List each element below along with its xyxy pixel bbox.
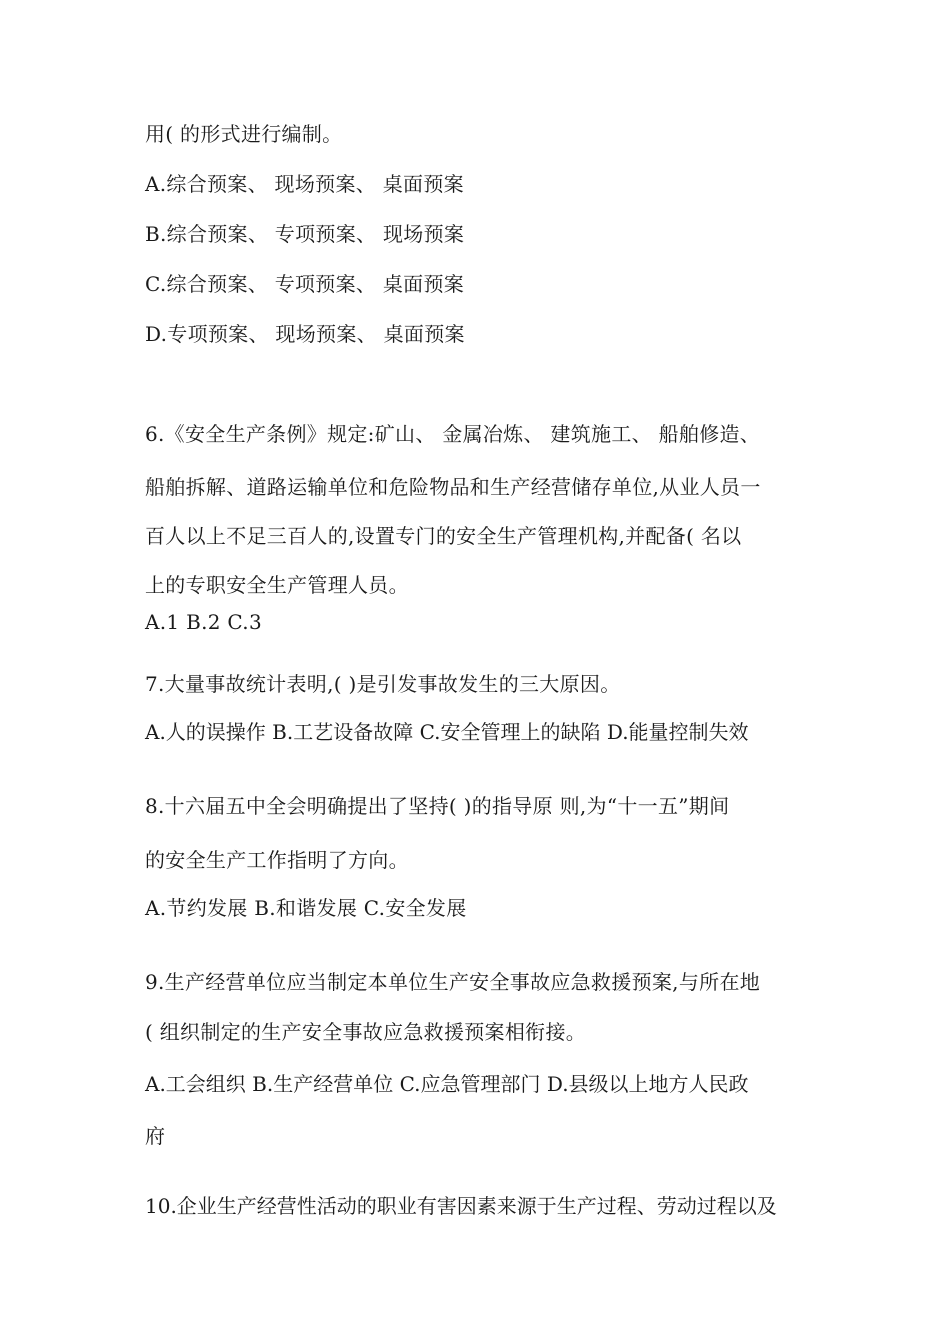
q5-stem-tail: 用( 的形式进行编制。 — [145, 122, 343, 146]
q9-options-line-2: 府 — [145, 1124, 166, 1148]
q5-option-a: A.综合预案、 现场预案、 桌面预案 — [145, 172, 464, 196]
q5-option-c: C.综合预案、 专项预案、 桌面预案 — [145, 272, 465, 296]
q6-options: A.1 B.2 C.3 — [145, 610, 262, 634]
q6-stem-line-4: 上的专职安全生产管理人员。 — [145, 573, 409, 597]
q8-options: A.节约发展 B.和谐发展 C.安全发展 — [145, 896, 467, 920]
q10-stem-line-1: 10.企业生产经营性活动的职业有害因素来源于生产过程、劳动过程以及 — [145, 1194, 777, 1218]
q9-options-line-1: A.工会组织 B.生产经营单位 C.应急管理部门 D.县级以上地方人民政 — [145, 1072, 749, 1096]
q8-stem-line-2: 的安全生产工作指明了方向。 — [145, 848, 409, 872]
q8-stem-line-1: 8.十六届五中全会明确提出了坚持( )的指导原 则,为“十一五”期间 — [145, 794, 730, 818]
q9-stem-line-1: 9.生产经营单位应当制定本单位生产安全事故应急救援预案,与所在地 — [145, 970, 761, 994]
q6-stem-line-1: 6.《安全生产条例》规定:矿山、 金属冶炼、 建筑施工、 船舶修造、 — [145, 422, 761, 446]
q9-stem-line-2: ( 组织制定的生产安全事故应急救援预案相衔接。 — [145, 1020, 587, 1044]
q6-stem-line-2: 船舶拆解、道路运输单位和危险物品和生产经营储存单位,从业人员一 — [145, 475, 761, 499]
q5-option-b: B.综合预案、 专项预案、 现场预案 — [145, 222, 465, 246]
q6-stem-line-3: 百人以上不足三百人的,设置专门的安全生产管理机构,并配备( 名以 — [145, 524, 742, 548]
q5-option-d: D.专项预案、 现场预案、 桌面预案 — [145, 322, 465, 346]
q7-options: A.人的误操作 B.工艺设备故障 C.安全管理上的缺陷 D.能量控制失效 — [145, 720, 749, 744]
q7-stem: 7.大量事故统计表明,( )是引发事故发生的三大原因。 — [145, 672, 621, 696]
